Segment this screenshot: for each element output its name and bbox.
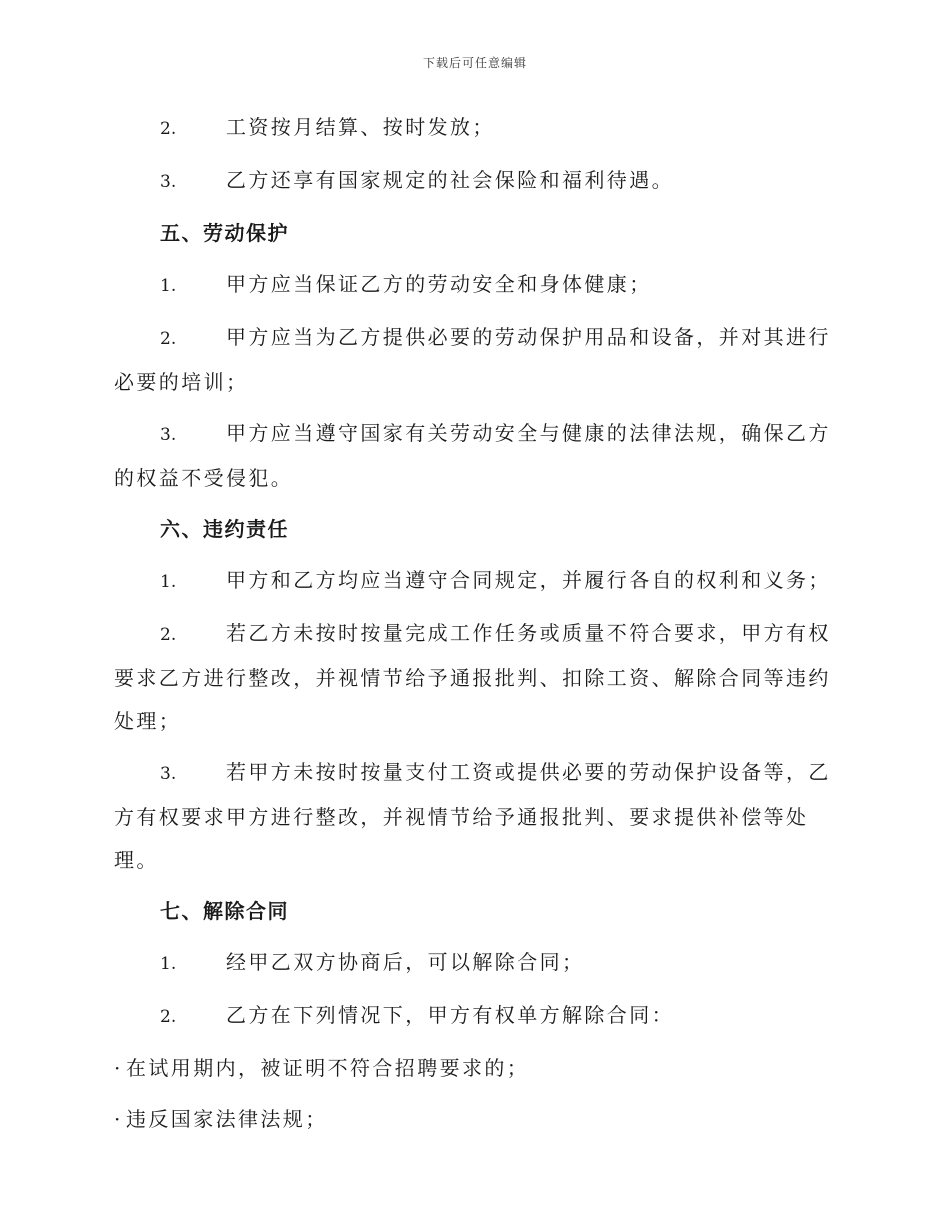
clause-text: 甲方和乙方均应当遵守合同规定，并履行各自的权利和义务； [226, 568, 831, 592]
numbered-clause [114, 106, 834, 151]
clause-number: 2. [160, 329, 177, 349]
clause-number: 3. [160, 764, 177, 784]
clause-text: 若甲方未按时按量支付工资或提供必要的劳动保护设备等，乙方有权要求甲方进行整改，并视情节给予通报批判、要求提供补偿等处理。 [114, 760, 831, 872]
clause-number: 2. [160, 625, 177, 645]
section-heading: 七、解除合同 [160, 899, 289, 923]
bullet-marker: · [114, 1107, 123, 1131]
document-body [114, 106, 834, 1149]
clause-number: 2. [160, 1007, 177, 1027]
bullet-item [114, 1047, 834, 1090]
clause-text: 甲方应当遵守国家有关劳动安全与健康的法律法规，确保乙方的权益不受侵犯。 [114, 421, 831, 490]
numbered-clause [114, 559, 834, 604]
bullet-text: 在试用期内，被证明不符合招聘要求的； [126, 1056, 530, 1080]
clause-number: 2. [160, 119, 177, 139]
clause-text: 经甲乙双方协商后，可以解除合同； [226, 950, 585, 974]
numbered-clause [114, 751, 834, 882]
section-heading: 六、违约责任 [160, 517, 289, 541]
numbered-clause [114, 159, 834, 204]
clause-number: 1. [160, 954, 177, 974]
bullet-text: 违反国家法律法规； [126, 1107, 328, 1131]
clause-number: 3. [160, 425, 177, 445]
clause-text: 乙方还享有国家规定的社会保险和福利待遇。 [226, 168, 674, 192]
section-heading: 五、劳动保护 [160, 221, 289, 245]
clause-number: 1. [160, 276, 177, 296]
clause-text: 若乙方未按时按量完成工作任务或质量不符合要求，甲方有权要求乙方进行整改，并视情节给予通报批判、扣除工资、解除合同等违约处理； [114, 621, 831, 733]
numbered-clause [114, 263, 834, 308]
numbered-clause [114, 994, 834, 1039]
clause-number: 3. [160, 172, 177, 192]
numbered-clause [114, 316, 834, 404]
clause-text: 工资按月结算、按时发放； [226, 115, 495, 139]
clause-text: 甲方应当保证乙方的劳动安全和身体健康； [226, 272, 652, 296]
page-header: 下载后可任意编辑 [422, 56, 527, 70]
bullet-item [114, 1098, 834, 1141]
clause-number: 1. [160, 572, 177, 592]
clause-text: 甲方应当为乙方提供必要的劳动保护用品和设备，并对其进行必要的培训； [114, 325, 831, 394]
bullet-marker: · [114, 1056, 123, 1080]
numbered-clause [114, 612, 834, 743]
clause-text: 乙方在下列情况下，甲方有权单方解除合同： [226, 1003, 674, 1027]
numbered-clause [114, 941, 834, 986]
numbered-clause [114, 412, 834, 500]
